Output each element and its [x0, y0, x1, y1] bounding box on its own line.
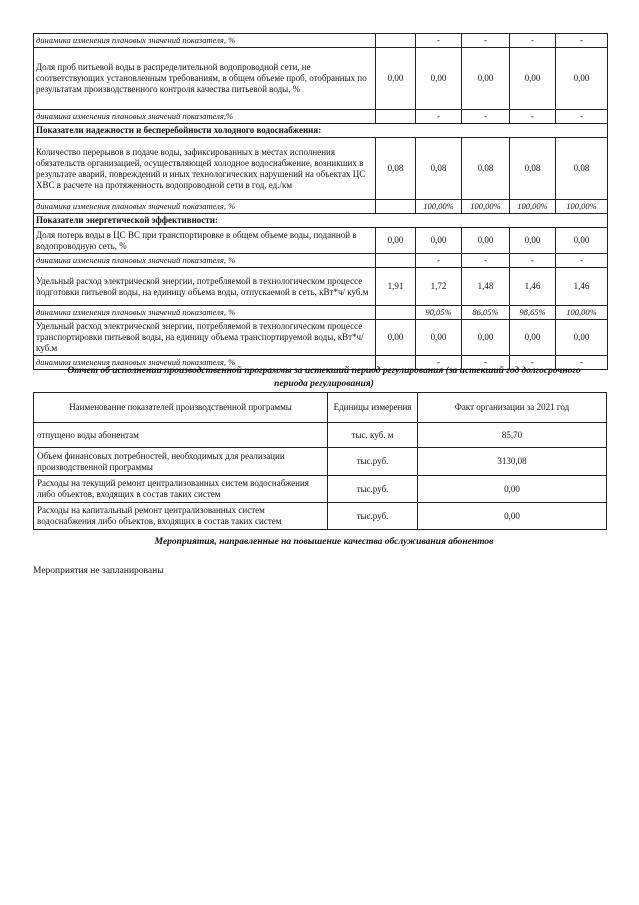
table-row [34, 448, 607, 476]
indicator-value: 0,00 [416, 320, 462, 356]
indicator-value: - [556, 254, 608, 268]
report-value: 0,00 [418, 503, 607, 530]
table-row [34, 423, 607, 448]
indicator-label: динамика изменения плановых значений показателя, % [34, 200, 376, 214]
report-unit: тыс.руб. [328, 448, 418, 476]
report-unit: тыс. куб. м [328, 423, 418, 448]
section-title: Показатели надежности и бесперебойности холодного водоснабжения: [34, 124, 608, 138]
indicator-label: динамика изменения плановых значений показателя, % [34, 254, 376, 268]
table-row [34, 320, 608, 356]
report-item: Расходы на капитальный ремонт централизованных систем водоснабжения либо объектов, входящих в состав таких систем [34, 503, 328, 530]
indicator-value: 0,00 [416, 48, 462, 110]
indicator-value: 0,00 [556, 320, 608, 356]
report-unit: тыс.руб. [328, 503, 418, 530]
indicator-value: 1,48 [462, 268, 510, 306]
indicator-value: - [416, 110, 462, 124]
indicator-value: 86,05% [462, 306, 510, 320]
indicator-label: Количество перерывов в подаче воды, зафиксированных в местах исполнения обязательств организацией, осуществляющей холодное водоснабжение, возникших в результате аварий, повреждений и иных технологических нарушений на объектах ЦС ХВС в расчете на протяженность водопроводной сети в год, ед./км [34, 138, 376, 200]
indicator-label: Удельный расход электрической энергии, потребляемой в технологическом процессе транспортировки питьевой воды, на единицу объема транспортируемой воды, кВт*ч/ куб.м [34, 320, 376, 356]
indicator-label: Доля проб питьевой воды в распределительной водопроводной сети, не соответствующих установленным требованиям, в общем объеме проб, отобранных по результатам производственного контроля качества питьевой воды, % [34, 48, 376, 110]
indicator-value: 0,00 [416, 228, 462, 254]
section-row [34, 214, 608, 228]
report-unit: тыс.руб. [328, 476, 418, 503]
indicator-value: - [510, 356, 556, 370]
indicator-value: 0,00 [376, 228, 416, 254]
report-value: 3130,08 [418, 448, 607, 476]
table-header-row [34, 393, 607, 423]
indicator-value [376, 200, 416, 214]
indicator-value: - [510, 254, 556, 268]
table-row [34, 48, 608, 110]
indicator-value: - [510, 34, 556, 48]
measures-note: Мероприятия не запланированы [33, 566, 164, 576]
indicator-value: 0,00 [510, 228, 556, 254]
indicator-value: 0,00 [462, 48, 510, 110]
report-item: отпущено воды абонентам [34, 423, 328, 448]
report-item: Объем финансовых потребностей, необходимых для реализации производственной программы [34, 448, 328, 476]
indicator-value: - [462, 34, 510, 48]
indicator-value: 0,08 [376, 138, 416, 200]
report-value: 85,70 [418, 423, 607, 448]
indicator-label: Доля потерь воды в ЦС ВС при транспортировке в общем объеме воды, поданной в водопроводную сеть, % [34, 228, 376, 254]
section-title: Показатели энергетической эффективности: [34, 214, 608, 228]
indicator-value: - [416, 34, 462, 48]
indicator-value: 100,00% [556, 306, 608, 320]
indicator-value: - [510, 110, 556, 124]
report-value: 0,00 [418, 476, 607, 503]
indicator-value: 0,00 [376, 320, 416, 356]
indicators-table [33, 33, 608, 370]
indicator-value: 0,00 [462, 320, 510, 356]
indicator-label: Удельный расход электрической энергии, потребляемой в технологическом процессе подготовки питьевой воды, на единицу объема воды, отпускаемой в сеть, кВт*ч/ куб.м [34, 268, 376, 306]
table-row [34, 138, 608, 200]
column-header: Наименование показателей производственной программы [34, 393, 328, 423]
table-row [34, 268, 608, 306]
indicator-value: 0,08 [510, 138, 556, 200]
table-row [34, 200, 608, 214]
measures-heading: Мероприятия, направленные на повышение качества обслуживания абонентов [154, 537, 494, 547]
indicator-value: - [556, 356, 608, 370]
indicator-value: 1,46 [510, 268, 556, 306]
table-row [34, 34, 608, 48]
indicator-value: 0,00 [510, 48, 556, 110]
report-item: Расходы на текущий ремонт централизованных систем водоснабжения либо объектов, входящих в состав таких систем [34, 476, 328, 503]
indicator-value: 0,00 [462, 228, 510, 254]
indicator-value: 98,65% [510, 306, 556, 320]
indicator-value: - [416, 254, 462, 268]
indicator-label: динамика изменения плановых значений показателя, % [34, 306, 376, 320]
indicator-value: 1,72 [416, 268, 462, 306]
indicator-value [376, 110, 416, 124]
indicator-label: динамика изменения плановых значений показателя, % [34, 356, 376, 370]
indicator-value: 0,08 [416, 138, 462, 200]
indicator-value: 1,91 [376, 268, 416, 306]
indicator-value: 100,00% [462, 200, 510, 214]
indicator-value: - [416, 356, 462, 370]
table-row [34, 110, 608, 124]
indicator-value: 100,00% [510, 200, 556, 214]
column-header: Факт организации за 2021 год [418, 393, 607, 423]
column-header: Единицы измерения [328, 393, 418, 423]
indicator-value [376, 254, 416, 268]
table-row [34, 476, 607, 503]
indicator-value: - [462, 356, 510, 370]
indicator-value: 1,46 [556, 268, 608, 306]
table-row [34, 306, 608, 320]
indicator-label: динамика изменения плановых значений показателя,% [34, 110, 376, 124]
indicator-value: 90,05% [416, 306, 462, 320]
indicator-label: динамика изменения плановых значений показателя, % [34, 34, 376, 48]
indicator-value [376, 306, 416, 320]
indicator-value: 0,00 [510, 320, 556, 356]
table-row [34, 254, 608, 268]
table-row [34, 228, 608, 254]
indicator-value: - [462, 110, 510, 124]
section-row [34, 124, 608, 138]
indicator-value: - [462, 254, 510, 268]
indicator-value [376, 34, 416, 48]
indicator-value: 100,00% [556, 200, 608, 214]
report-table [33, 392, 607, 530]
indicator-value: - [556, 110, 608, 124]
indicator-value: 0,00 [556, 228, 608, 254]
indicator-value: 0,00 [556, 48, 608, 110]
indicator-value: 0,08 [462, 138, 510, 200]
indicator-value: 0,00 [376, 48, 416, 110]
indicator-value: 100,00% [416, 200, 462, 214]
report-heading: Отчет об исполнении производственной программы за истекший период регулирования (за истекший год долгосрочного периода регулирования) [67, 366, 581, 389]
table-row [34, 503, 607, 530]
indicator-value: - [556, 34, 608, 48]
indicator-value: 0,08 [556, 138, 608, 200]
